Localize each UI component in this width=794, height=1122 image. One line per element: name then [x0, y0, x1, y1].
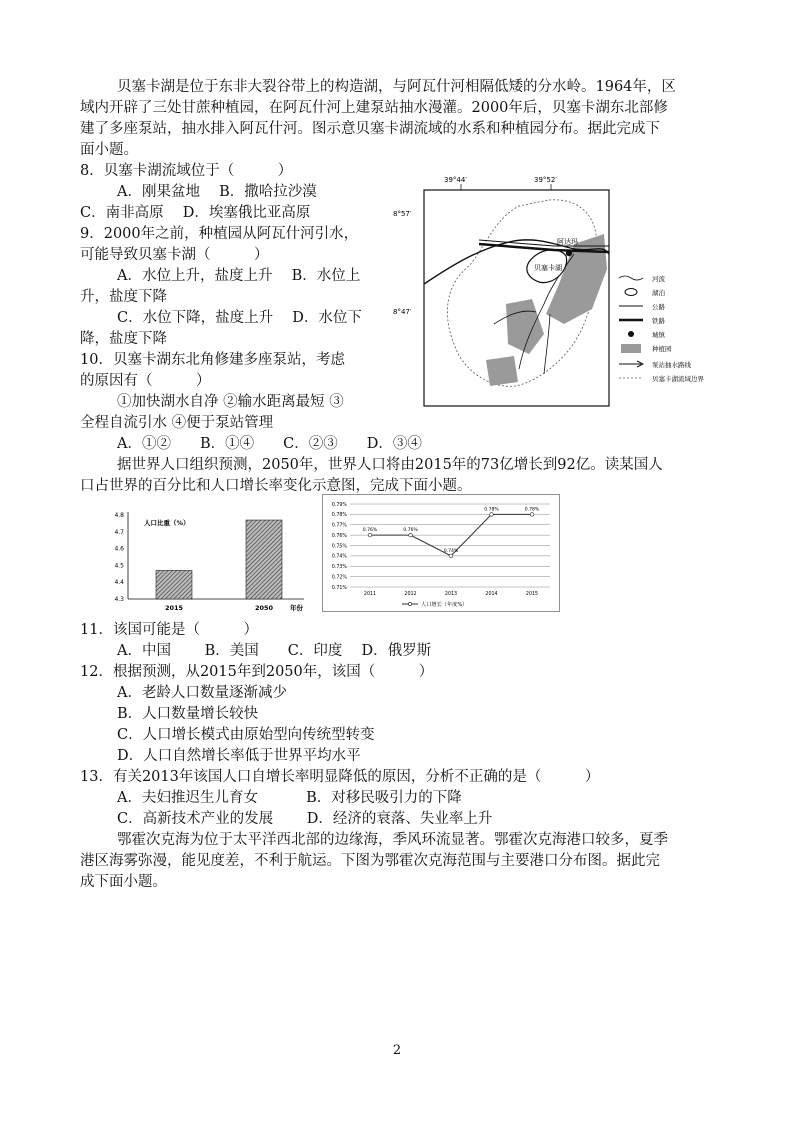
q12-option-b: B．人口数量增长较快 — [117, 706, 259, 722]
bar-2015 — [156, 570, 192, 599]
map-lat-label-2: 8°47′ — [393, 308, 412, 316]
town-label: 阿达玛 — [557, 238, 578, 246]
question-13: 13．有关2013年该国人口自增长率明显降低的原因，分析不正确的是（ ） — [80, 769, 600, 785]
bar-2050 — [246, 520, 282, 599]
lake-label: 贝塞卡湖 — [534, 264, 562, 272]
intro-line-2: 域内开辟了三处甘蔗种植园，在阿瓦什河上建泵站抽水漫灌。2000年后，贝塞卡湖东北部修 — [80, 100, 668, 116]
bar-x-tick: 2050 — [254, 604, 274, 612]
line-y-tick: 0.72% — [331, 575, 347, 581]
q9-option-b-cont: 升，盐度下降 — [80, 289, 167, 305]
map-legend — [619, 274, 705, 383]
q9-option-c: C．水位下降，盐度上升 D．水位下 — [117, 310, 362, 326]
bar-chart-title: 人口比重（%） — [144, 519, 190, 527]
line-chart-legend: 人口增长（年度%） — [421, 602, 468, 608]
legend-river: 河流 — [652, 275, 665, 283]
q13-options-cd: C．高新技术产业的发展 D．经济的衰落、失业率上升 — [117, 811, 493, 827]
line-x-tick: 2011 — [363, 592, 377, 597]
question-10-line-2: 的原因有（ ） — [80, 373, 211, 389]
line-x-tick: 2014 — [485, 592, 498, 597]
map-lon-label-2: 39°52′ — [534, 176, 557, 184]
okhotsk-intro-1: 鄂霍次克海为位于太平洋西北部的边缘海，季风环流显著。鄂霍次克海港口较多，夏季 — [117, 832, 668, 848]
bar-x-tick: 2015 — [164, 604, 184, 612]
legend-road: 公路 — [652, 303, 665, 311]
question-11: 11．该国可能是（ ） — [80, 622, 258, 638]
data-point-2013 — [449, 554, 453, 558]
q10-statements-1: ①加快湖水自净 ②输水距离最短 ③ — [117, 394, 344, 410]
okhotsk-intro-2: 港区海雾弥漫，能见度差，不利于航运。下图为鄂霍次克海范围与主要港口分布图。据此完 — [80, 853, 660, 869]
legend-basin-boundary: 贝塞卡湖流域边界 — [652, 375, 704, 383]
data-label-2011: 0.76% — [362, 528, 378, 534]
data-point-2015 — [530, 513, 534, 517]
legend-pump-route: 泵站抽水路线 — [652, 361, 691, 369]
data-label-2015: 0.78% — [524, 507, 540, 513]
data-point-2011 — [368, 533, 372, 537]
line-x-tick: 2015 — [525, 592, 539, 597]
population-share-bar-chart — [104, 507, 314, 617]
data-label-2014: 0.78% — [484, 507, 499, 513]
line-x-tick: 2013 — [444, 592, 458, 597]
intro-line-4: 面小题。 — [80, 142, 138, 158]
lake-basin-map — [393, 174, 786, 408]
intro-line-3: 建了多座泵站，抽水排入阿瓦什河。图示意贝塞卡湖流域的水系和种植园分布。据此完成下 — [80, 121, 660, 137]
question-12: 12．根据预测，从2015年到2050年，该国（ ） — [80, 664, 434, 680]
legend-railway: 铁路 — [652, 317, 665, 325]
map-lon-label-1: 39°44′ — [444, 176, 467, 184]
data-point-2014 — [490, 513, 494, 517]
bar-y-tick: 4.5 — [114, 562, 124, 570]
question-8: 8．贝塞卡湖流域位于（ ） — [80, 163, 293, 179]
q8-options-cd: C．南非高原 D．埃塞俄比亚高原 — [80, 205, 311, 221]
bar-y-tick: 4.4 — [114, 579, 124, 587]
q12-option-c: C．人口增长模式由原始型向传统型转变 — [117, 727, 375, 743]
q9-option-a: A．水位上升，盐度上升 B．水位上 — [117, 268, 361, 284]
bar-y-tick: 4.8 — [114, 512, 124, 519]
data-label-2012: 0.76% — [403, 528, 418, 534]
q9-option-d-cont: 降，盐度下降 — [80, 331, 167, 347]
population-growth-line-chart — [322, 494, 560, 612]
legend-town: 城镇 — [652, 331, 665, 339]
question-9-line-2: 可能导致贝塞卡湖（ ） — [80, 247, 269, 263]
bar-chart-xlabel: 年份 — [290, 604, 303, 612]
bar-y-tick: 4.3 — [114, 596, 124, 603]
line-y-tick: 0.79% — [331, 502, 347, 508]
legend-lake: 湖泊 — [652, 289, 665, 297]
bar-y-tick: 4.7 — [114, 528, 124, 536]
map-lat-label-1: 8°57′ — [393, 210, 412, 218]
data-point-2012 — [409, 533, 413, 537]
q13-options-ab: A．夫妇推迟生儿育女 B．对移民吸引力的下降 — [117, 790, 462, 806]
line-y-tick: 0.76% — [331, 533, 347, 539]
page-number: 2 — [392, 1043, 402, 1058]
legend-plantation: 种植园 — [652, 345, 672, 353]
q12-option-d: D．人口自然增长率低于世界平均水平 — [117, 748, 361, 764]
q8-options-ab: A．刚果盆地 B．撒哈拉沙漠 — [117, 184, 317, 200]
okhotsk-intro-3: 成下面小题。 — [80, 874, 167, 890]
line-x-tick: 2012 — [404, 592, 417, 597]
q11-options: A．中国 B．美国 C．印度 D．俄罗斯 — [117, 643, 432, 659]
question-9-line-1: 9．2000年之前，种植园从阿瓦什河引水， — [80, 226, 359, 242]
bar-y-tick: 4.6 — [114, 545, 124, 553]
data-label-2013: 0.74% — [443, 548, 459, 554]
line-y-tick: 0.78% — [331, 513, 347, 519]
intro-line-1: 贝塞卡湖是位于东非大裂谷带上的构造湖，与阿瓦什河相隔低矮的分水岭。1964年，区 — [117, 79, 676, 95]
population-intro-1: 据世界人口组织预测，2050年，世界人口将由2015年的73亿增长到92亿。读某国人 — [117, 457, 663, 473]
population-intro-2: 口占世界的百分比和人口增长率变化示意图，完成下面小题。 — [80, 478, 472, 494]
line-y-tick: 0.74% — [331, 554, 347, 560]
plantation-3 — [486, 356, 518, 386]
line-y-tick: 0.73% — [331, 565, 347, 571]
line-y-tick: 0.75% — [331, 544, 347, 550]
q12-option-a: A．老龄人口数量逐渐减少 — [117, 685, 287, 701]
q10-statements-2: 全程自流引水 ④便于泵站管理 — [80, 415, 274, 431]
line-y-tick: 0.77% — [331, 523, 347, 529]
line-y-tick: 0.71% — [331, 585, 347, 591]
q10-options: A．①② B．①④ C．②③ D．③④ — [117, 436, 422, 452]
town-marker — [566, 250, 572, 256]
question-10-line-1: 10．贝塞卡湖东北角修建多座泵站，考虑 — [80, 352, 345, 368]
